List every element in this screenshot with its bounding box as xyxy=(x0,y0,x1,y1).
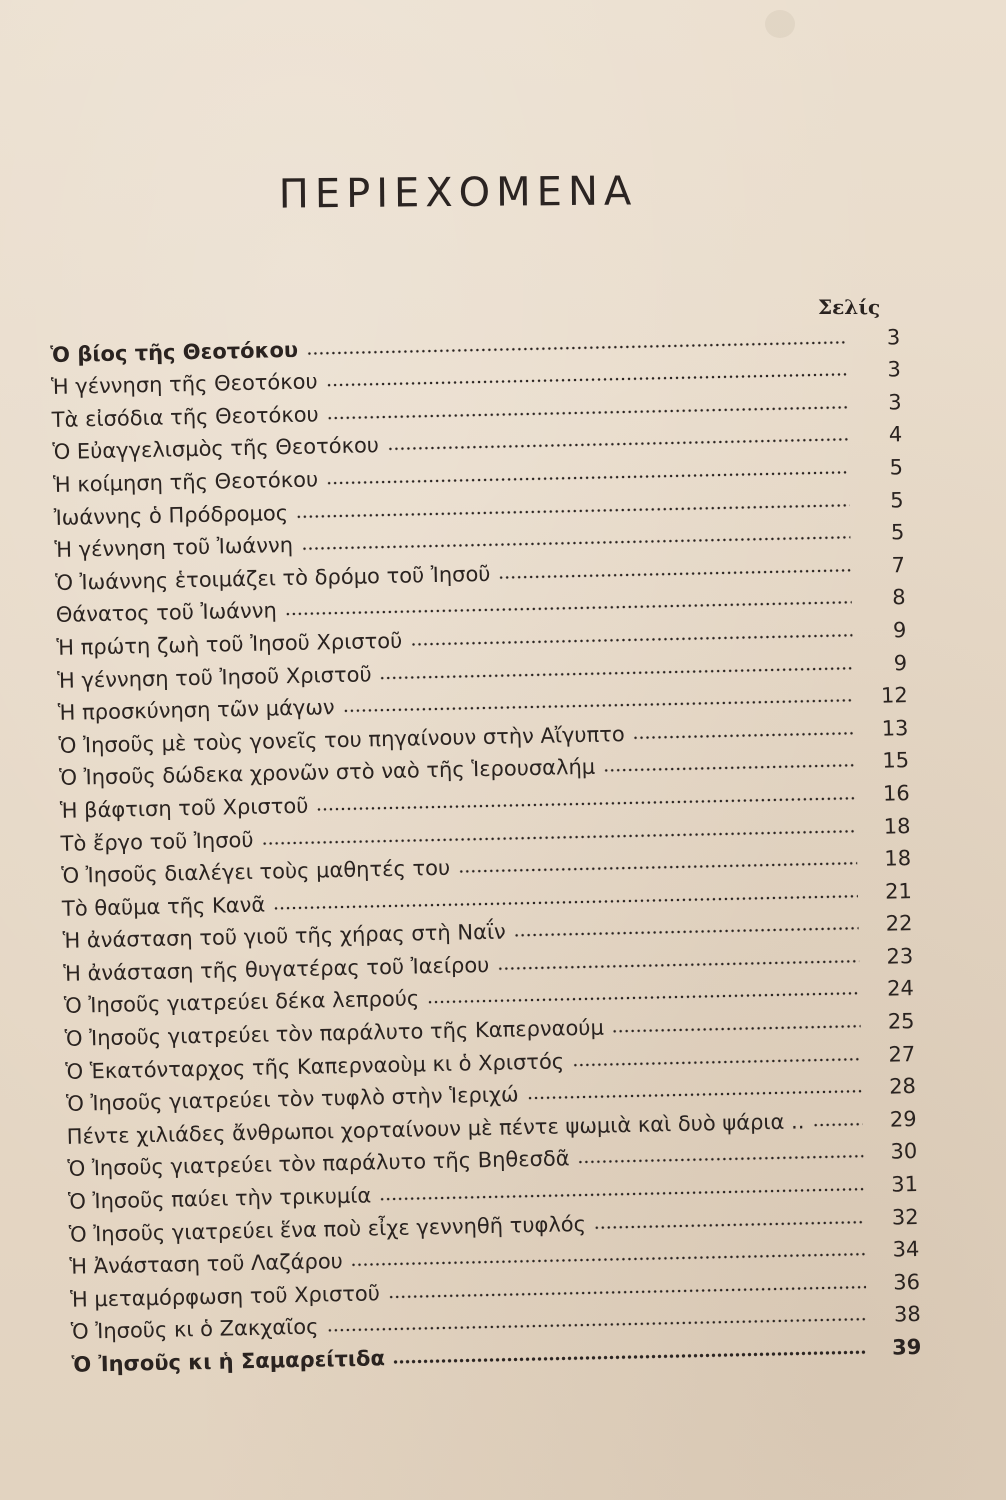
toc-entry-page: 32 xyxy=(891,1204,919,1230)
page-column-header: Σελίς xyxy=(818,295,881,319)
toc-entry-title: Ὁ Ἰησοῦς κι ὁ Ζακχαῖος xyxy=(70,1315,319,1345)
toc-entry-title: Θάνατος τοῦ Ἰωάννη xyxy=(55,598,277,628)
toc-entry-page: 4 xyxy=(888,422,903,447)
toc-entry-title: Ἡ ἀνάσταση τῆς θυγατέρας τοῦ Ἰαείρου xyxy=(63,952,490,986)
page-smudge xyxy=(765,10,795,38)
toc-entry-title: Ἰωάννης ὁ Πρόδρομος xyxy=(53,500,289,530)
toc-entry-page: 9 xyxy=(892,618,907,643)
toc-entry-title: Ὁ Εὐαγγελισμὸς τῆς Θεοτόκου xyxy=(52,433,380,465)
toc-entry-title: Ἡ πρώτη ζωὴ τοῦ Ἰησοῦ Χριστοῦ xyxy=(56,628,403,660)
toc-entry-title: Ἡ κοίμηση τῆς Θεοτόκου xyxy=(52,467,319,497)
toc-entry-title: Ὁ Ἰησοῦς γιατρεύει δέκα λεπρούς xyxy=(63,986,420,1019)
toc-entry-page: 3 xyxy=(886,324,901,350)
dot-leader xyxy=(514,925,859,938)
toc-entry-page: 38 xyxy=(893,1302,921,1327)
toc-entry-page: 25 xyxy=(887,1009,915,1034)
toc-entry-page: 31 xyxy=(890,1172,919,1197)
toc-entry-title: Ἡ Ἀνάσταση τοῦ Λαζάρου xyxy=(69,1249,344,1280)
toc-entry-title: Πέντε χιλιάδες ἄνθρωποι χορταίνουν μὲ πέντε ψωμιὰ καὶ δυὸ ψάρια .. xyxy=(66,1109,805,1149)
toc-entry-page: 18 xyxy=(884,846,912,871)
dot-leader xyxy=(458,860,857,874)
toc-entry-title: Ὁ Ἰησοῦς γιατρεύει τὸν παράλυτο τῆς Καπερναούμ xyxy=(64,1015,605,1051)
toc-entry-page: 23 xyxy=(886,943,914,969)
toc-entry-page: 3 xyxy=(887,389,902,415)
dot-leader xyxy=(578,1154,864,1166)
toc-entry-page: 24 xyxy=(886,976,915,1002)
toc-entry-title: Ὁ Ἰησοῦς γιατρεύει ἕνα ποὺ εἶχε γεννηθῆ τυφλός xyxy=(68,1211,587,1247)
toc-entry-page: 7 xyxy=(891,552,906,578)
toc-entry-page: 16 xyxy=(882,781,911,806)
toc-entry-title: Ὁ Ἰησοῦς διαλέγει τοὺς μαθητές του xyxy=(61,855,451,888)
toc-entry-page: 15 xyxy=(882,748,910,773)
table-of-contents xyxy=(50,318,922,1379)
toc-entry-title: Ἡ γέννηση τῆς Θεοτόκου xyxy=(50,369,318,400)
toc-entry-page: 18 xyxy=(883,813,911,839)
toc-entry-page: 22 xyxy=(885,911,913,936)
toc-entry-page: 28 xyxy=(888,1074,917,1099)
toc-entry-page: 5 xyxy=(889,487,904,512)
dot-leader xyxy=(603,763,855,774)
toc-entry-page: 13 xyxy=(881,715,909,741)
toc-entry-title: Ὁ Ἰησοῦς γιατρεύει τὸν τυφλὸ στὴν Ἱεριχώ xyxy=(65,1082,519,1117)
toc-entry-page: 8 xyxy=(892,585,906,610)
toc-entry-title: Ὁ Ἰωάννης ἑτοιμάζει τὸ δρόμο τοῦ Ἰησοῦ xyxy=(54,561,491,595)
toc-entry-title: Ἡ ἀνάσταση τοῦ γιοῦ τῆς χήρας στὴ Ναΐν xyxy=(62,919,506,954)
toc-entry-title: Ὁ Ἰησοῦς δώδεκα χρονῶν στὸ ναὸ τῆς Ἱερουσαλήμ xyxy=(59,754,596,791)
toc-entry-page: 5 xyxy=(890,520,905,545)
toc-entry-page: 5 xyxy=(889,455,904,480)
toc-entry-title: Ἡ γέννηση τοῦ Ἰησοῦ Χριστοῦ xyxy=(56,661,372,693)
dot-leader xyxy=(498,567,851,580)
dot-leader xyxy=(572,1056,861,1068)
dot-leader xyxy=(594,1219,865,1231)
dot-leader xyxy=(410,632,852,647)
toc-entry-page: 12 xyxy=(880,683,908,708)
dot-leader xyxy=(387,437,848,453)
dot-leader xyxy=(612,1023,861,1034)
toc-entry-title: Ὁ βίος τῆς Θεοτόκου xyxy=(50,337,299,367)
toc-entry-page: 39 xyxy=(891,1334,922,1360)
dot-leader xyxy=(497,958,859,972)
dot-leader xyxy=(527,1088,862,1101)
dot-leader xyxy=(633,730,855,741)
toc-entry-title: Ὁ Ἰησοῦς μὲ τοὺς γονεῖς του πηγαίνουν στὴν Αἴγυπτο xyxy=(58,721,625,758)
toc-entry-title: Ἡ γέννηση τοῦ Ἰωάννη xyxy=(54,533,294,563)
dot-leader xyxy=(393,1349,868,1365)
dot-leader xyxy=(812,1121,862,1128)
toc-entry-title: Τὰ εἰσόδια τῆς Θεοτόκου xyxy=(51,402,319,432)
toc-entry-page: 27 xyxy=(888,1041,916,1067)
toc-entry-title: Τὸ ἔργο τοῦ Ἰησοῦ xyxy=(60,827,254,856)
toc-entry-title: Ἡ μεταμόρφωση τοῦ Χριστοῦ xyxy=(69,1281,381,1312)
toc-entry-title: Ὁ Ἰησοῦς γιατρεύει τὸν παράλυτο τῆς Βηθεσδᾶ xyxy=(67,1146,570,1182)
toc-entry-title: Ὁ Ἰησοῦς παύει τὴν τρικυμία xyxy=(67,1183,372,1214)
toc-entry-title: Ὁ Ἰησοῦς κι ἡ Σαμαρείτιδα xyxy=(71,1346,386,1377)
toc-entry-page: 36 xyxy=(893,1269,921,1295)
toc-entry-page: 30 xyxy=(890,1139,918,1165)
toc-entry-title: Ὁ Ἑκατόνταρχος τῆς Καπερναοὺμ κι ὁ Χριστός xyxy=(65,1049,565,1084)
page-title: ΠΕΡΙΕΧΟΜΕΝΑ xyxy=(278,168,638,218)
toc-entry-page: 21 xyxy=(884,878,913,904)
toc-entry-page: 9 xyxy=(893,650,908,675)
toc-entry-title: Ἡ βάφτιση τοῦ Χριστοῦ xyxy=(59,793,309,823)
dot-leader xyxy=(427,991,860,1006)
toc-entry-page: 3 xyxy=(887,357,902,382)
toc-entry-title: Τὸ θαῦμα τῆς Κανᾶ xyxy=(61,892,266,921)
toc-entry-page: 29 xyxy=(889,1106,917,1132)
toc-entry-page: 34 xyxy=(892,1237,920,1262)
toc-entry-title: Ἡ προσκύνηση τῶν μάγων xyxy=(57,695,335,726)
